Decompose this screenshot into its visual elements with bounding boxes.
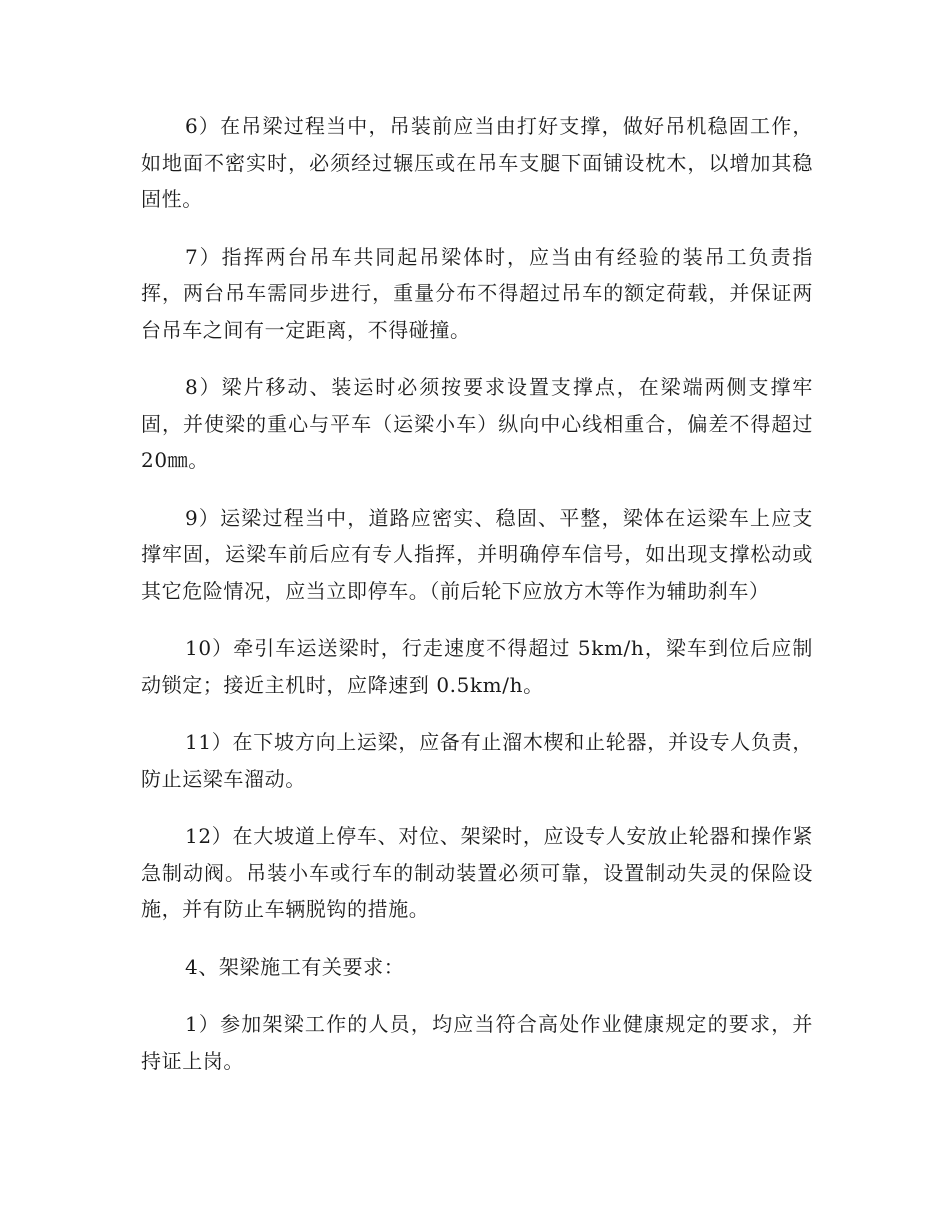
paragraph-9: 9）运梁过程当中，道路应密实、稳固、平整，梁体在运梁车上应支撑牢固，运梁车前后应有专人指挥，并明确停车信号，如出现支撑松动或其它危险情况，应当立即停车。（前后轮下应放方木等作为辅助刹车） [141,505,813,603]
paragraph-1: 1）参加架梁工作的人员，均应当符合高处作业健康规定的要求，并持证上岗。 [141,1012,813,1073]
paragraph-10: 10）牵引车运送梁时，行走速度不得超过 5km/h，梁车到位后应制动锁定；接近主机时，应降速到 0.5km/h。 [141,636,813,697]
document-body [141,108,813,1100]
paragraph-8: 8）梁片移动、装运时必须按要求设置支撑点，在梁端两侧支撑牢固，并使梁的重心与平车（运梁小车）纵向中心线相重合，偏差不得超过 20㎜。 [141,375,813,472]
paragraph-6: 6）在吊梁过程当中，吊装前应当由打好支撑，做好吊机稳固工作，如地面不密实时，必须经过辗压或在吊车支腿下面铺设枕木，以增加其稳固性。 [141,114,813,211]
paragraph-7: 7）指挥两台吊车共同起吊梁体时，应当由有经验的装吊工负责指挥，两台吊车需同步进行，重量分布不得超过吊车的额定荷载，并保证两台吊车之间有一定距离，不得碰撞。 [141,244,813,342]
paragraph-12: 12）在大坡道上停车、对位、架梁时，应设专人安放止轮器和操作紧急制动阀。吊装小车或行车的制动装置必须可靠，设置制动失灵的保险设施，并有防止车辆脱钩的措施。 [141,824,813,921]
section-heading-4: 4、架梁施工有关要求： [185,954,405,979]
paragraph-11: 11）在下坡方向上运梁，应备有止溜木楔和止轮器，并设专人负责，防止运梁车溜动。 [141,730,813,791]
